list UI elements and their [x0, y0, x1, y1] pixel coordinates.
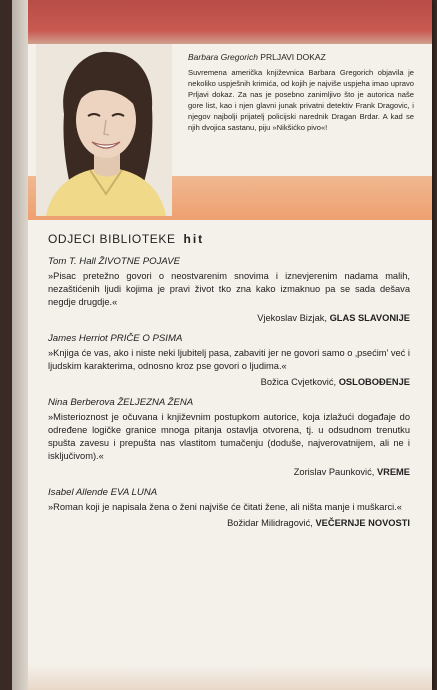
series-name: hit	[183, 232, 205, 246]
publication-name: VEČERNJE NOVOSTI	[315, 518, 410, 528]
book-back-cover	[12, 0, 432, 690]
spine-edge	[12, 0, 28, 690]
series-heading	[48, 232, 410, 246]
reviewer-name: Božidar Milidragović,	[227, 518, 313, 528]
header-paragraph: Suvremena američka književnica Barbara Gregorich objavila je nekoliko uspješnih krimića, od kojih je najviše uspjeha imao upravo Prljavi dokaz. Za nas je posebno zanimljivo što je autorica naše gore list, kao i njen glavni junak privatni detektiv Frank Dragovic, i njegov najbolji prijatelj policijski narednik Dragan Brdar. A kad se njih dvojica sastanu, piju »Nikšićko pivo«!	[188, 68, 414, 132]
review-quote: »Pisac pretežno govori o neostvarenim snovima i iznevjerenim nadama malih, nezaštićenih ljudi kojima je pravi život tko zna kako izmaknuo pa se sada dešava negdje drugdje.«	[48, 271, 410, 307]
publication-name: OSLOBOĐENJE	[338, 377, 410, 387]
header-title	[188, 52, 414, 63]
top-red-band	[12, 0, 432, 44]
publication-name: VREME	[376, 467, 410, 477]
review-entry	[48, 487, 410, 528]
review-signature	[48, 313, 410, 323]
review-entry	[48, 256, 410, 323]
reviewer-name: Božica Cvjetković,	[260, 377, 337, 387]
publication-name: GLAS SLAVONIJE	[329, 313, 410, 323]
review-entry	[48, 333, 410, 387]
review-quote: »Misterioznost je očuvana i književnim postupkom autorice, koja izlažući događaje do određene logičke granice mnoga pitanja ostavlja otvorena, tj. u odsudnom trenutku spušta zavesu i prepušta nas vlastitom tumačenju (doduše, najverovatnijem, ali ne i isključivom).«	[48, 412, 410, 461]
header-description	[188, 52, 414, 133]
reviews-section	[48, 232, 410, 538]
series-label: ODJECI BIBLIOTEKE	[48, 232, 176, 246]
review-signature	[48, 518, 410, 528]
review-quote: »Knjiga će vas, ako i niste neki ljubitelj pasa, zabaviti jer ne govori samo o ‚psećim’ već i ljudskim karakterima, odnosno kroz pse govori o ljudima.«	[48, 348, 410, 371]
author-photo	[36, 44, 172, 216]
review-signature	[48, 467, 410, 477]
review-book-title: Nina Berberova ŽELJEZNA ŽENA	[48, 397, 194, 408]
reviewer-name: Vjekoslav Bizjak,	[257, 313, 327, 323]
review-entry	[48, 397, 410, 477]
review-quote: »Roman koji je napisala žena o ženi najviše će čitati žene, ali ništa manje i muškarci.«	[48, 502, 402, 512]
header-title-author: Barbara Gregorich	[188, 52, 258, 62]
bottom-edge	[28, 666, 432, 690]
header-title-book: PRLJAVI DOKAZ	[260, 52, 326, 62]
review-book-title: Tom T. Hall ŽIVOTNE POJAVE	[48, 256, 181, 267]
review-signature	[48, 377, 410, 387]
review-book-title: Isabel Allende EVA LUNA	[48, 487, 158, 498]
review-book-title: James Herriot PRIČE O PSIMA	[48, 333, 183, 344]
reviewer-name: Zorislav Paunković,	[293, 467, 375, 477]
